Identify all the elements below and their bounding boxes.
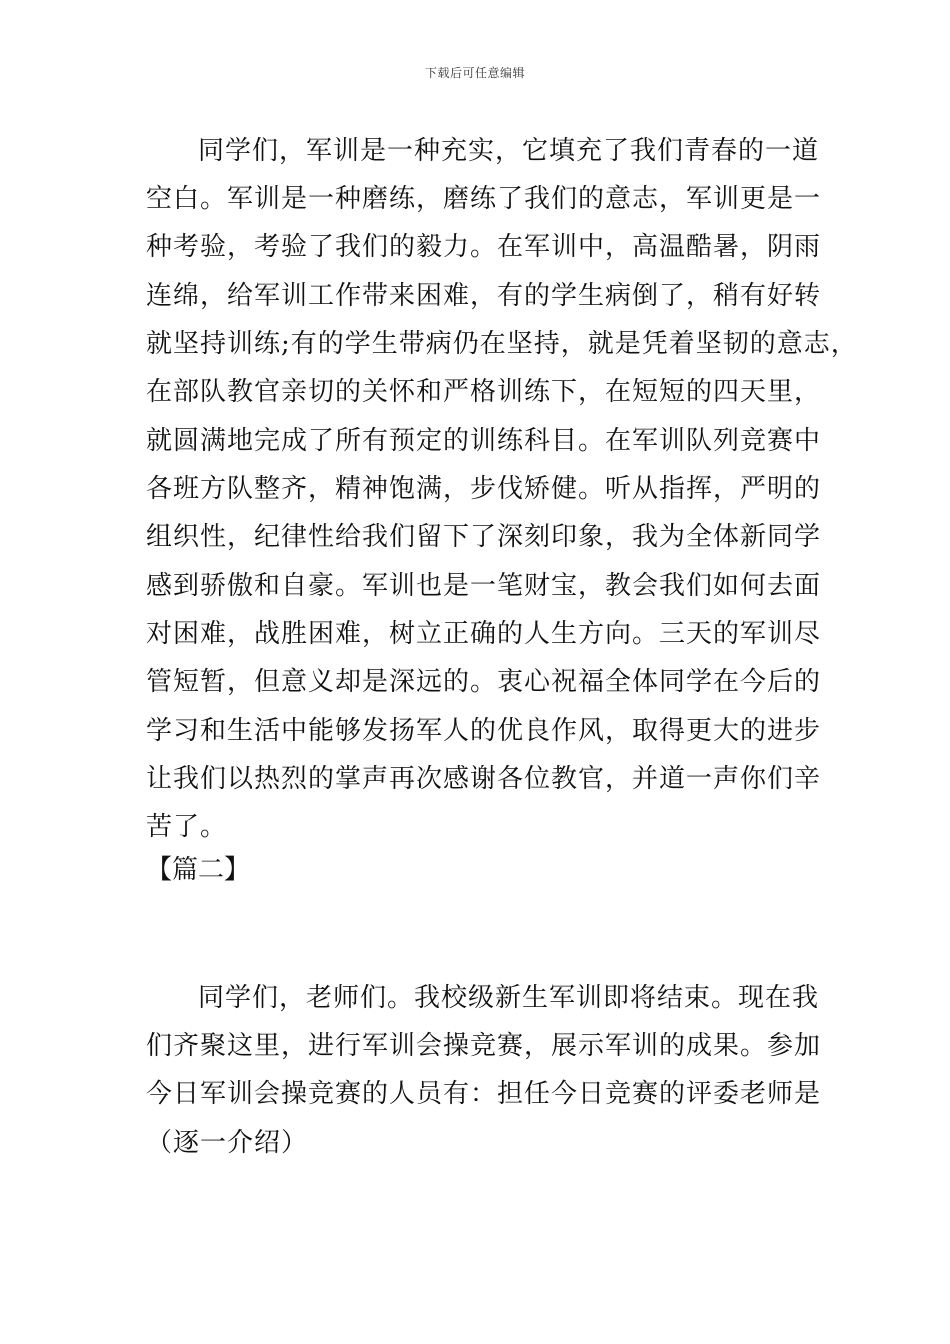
text-line: 空白。军训是一种磨练，磨练了我们的意志，军训更是一	[146, 184, 822, 214]
text-line: 就圆满地完成了所有预定的训练科目。在军训队列竞赛中	[146, 426, 822, 456]
text-line: 今日军训会操竞赛的人员有：担任今日竞赛的评委老师是	[146, 1079, 822, 1109]
text-line: 组织性，纪律性给我们留下了深刻印象，我为全体新同学	[146, 522, 822, 552]
text-line: 在部队教官亲切的关怀和严格训练下，在短短的四天里，	[146, 377, 822, 407]
page-header: 下载后可任意编辑	[424, 66, 525, 80]
text-line: 学习和生活中能够发扬军人的优良作风，取得更大的进步	[146, 716, 822, 746]
text-line: 们齐聚这里，进行军训会操竞赛，展示军训的成果。参加	[146, 1031, 822, 1061]
text-line: 同学们，老师们。我校级新生军训即将结束。现在我	[198, 983, 820, 1013]
text-line: 连绵，给军训工作带来困难，有的学生病倒了，稍有好转	[146, 281, 822, 311]
text-line: 种考验，考验了我们的毅力。在军训中，高温酷暑，阴雨	[146, 232, 822, 262]
text-line: 就坚持训练;有的学生带病仍在坚持，就是凭着坚韧的意志，	[146, 329, 858, 359]
text-line: 同学们，军训是一种充实，它填充了我们青春的一道	[198, 136, 820, 166]
text-line: 管短暂，但意义却是深远的。衷心祝福全体同学在今后的	[146, 667, 822, 697]
text-line: 感到骄傲和自豪。军训也是一笔财宝，教会我们如何去面	[146, 571, 822, 601]
text-line: 对困难，战胜困难，树立正确的人生方向。三天的军训尽	[146, 619, 822, 649]
text-line: 各班方队整齐，精神饱满，步伐矫健。听从指挥，严明的	[146, 474, 822, 504]
text-line: 让我们以热烈的掌声再次感谢各位教官，并道一声你们辛	[146, 764, 822, 794]
text-line: （逐一介绍）	[146, 1128, 309, 1158]
section-heading: 【篇二】	[146, 855, 251, 885]
text-line: 苦了。	[146, 812, 228, 842]
